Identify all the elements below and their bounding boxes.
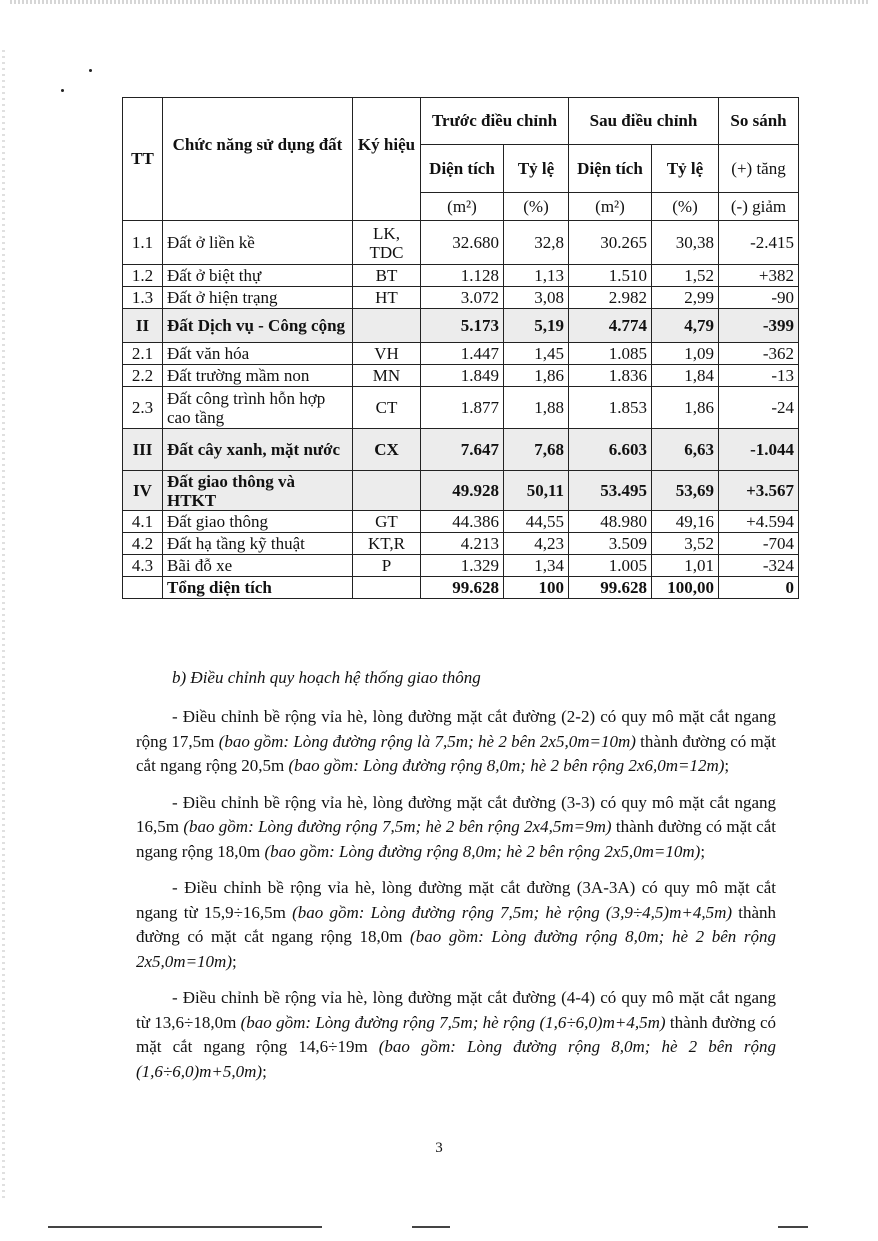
cell-area-before: 99.628 — [421, 577, 504, 599]
header-compare: So sánh — [719, 98, 799, 145]
cell-name: Bãi đỗ xe — [163, 555, 353, 577]
table-row — [123, 221, 799, 265]
scan-edge-left — [2, 50, 5, 1200]
cell-name: Đất hạ tầng kỹ thuật — [163, 533, 353, 555]
scan-speck — [89, 69, 92, 72]
paragraph-text: ; — [262, 1061, 267, 1081]
body-paragraph — [136, 705, 776, 779]
cell-pct-before: 1,34 — [504, 555, 569, 577]
header-area-before: Diện tích — [421, 145, 504, 193]
header-ratio-after: Tỷ lệ — [652, 145, 719, 193]
cell-area-after: 1.005 — [569, 555, 652, 577]
cell-area-after: 53.495 — [569, 471, 652, 511]
cell-pct-before: 1,88 — [504, 387, 569, 429]
footer-rule — [778, 1226, 808, 1228]
italic-detail: (bao gồm: Lòng đường rộng 7,5m; hè rộng (1,6÷6,0)m+4,5m) — [240, 1012, 666, 1032]
cell-diff: -2.415 — [719, 221, 799, 265]
cell-symbol — [353, 309, 421, 343]
italic-detail: (bao gồm: Lòng đường rộng 8,0m; hè 2 bên rộng 2x5,0m=10m) — [136, 927, 776, 971]
scan-speck — [61, 89, 64, 92]
land-use-table — [122, 97, 799, 599]
table-row — [123, 365, 799, 387]
cell-symbol: VH — [353, 343, 421, 365]
cell-tt: 4.3 — [123, 555, 163, 577]
cell-area-before: 32.680 — [421, 221, 504, 265]
cell-area-after: 1.853 — [569, 387, 652, 429]
paragraph-text: ; — [724, 756, 730, 775]
cell-pct-before: 32,8 — [504, 221, 569, 265]
header-after: Sau điều chỉnh — [569, 98, 719, 145]
cell-pct-after: 1,86 — [652, 387, 719, 429]
cell-area-before: 44.386 — [421, 511, 504, 533]
paragraph-text: thành đường có mặt cắt ngang rộng 20,5m — [136, 731, 777, 775]
paragraph-text: thành đường có mặt cắt ngang rộng 18,0m — [136, 902, 776, 946]
footer-rule — [412, 1226, 450, 1228]
footer-rule — [48, 1226, 322, 1228]
cell-pct-before: 3,08 — [504, 287, 569, 309]
cell-symbol: BT — [353, 265, 421, 287]
cell-name: Đất ở liền kề — [163, 221, 353, 265]
cell-pct-after: 1,52 — [652, 265, 719, 287]
cell-tt: IV — [123, 471, 163, 511]
cell-area-after: 48.980 — [569, 511, 652, 533]
cell-pct-after: 53,69 — [652, 471, 719, 511]
cell-pct-after: 1,84 — [652, 365, 719, 387]
cell-name: Đất ở biệt thự — [163, 265, 353, 287]
cell-area-before: 3.072 — [421, 287, 504, 309]
cell-pct-after: 30,38 — [652, 221, 719, 265]
cell-pct-before: 100 — [504, 577, 569, 599]
cell-pct-before: 1,13 — [504, 265, 569, 287]
cell-diff: -324 — [719, 555, 799, 577]
cell-area-after: 6.603 — [569, 429, 652, 471]
italic-detail: (bao gồm: Lòng đường rộng 7,5m; hè 2 bên rộng 2x4,5m=9m) — [183, 817, 612, 836]
header-unit-area-after: (m²) — [569, 193, 652, 221]
cell-pct-after: 6,63 — [652, 429, 719, 471]
cell-area-before: 4.213 — [421, 533, 504, 555]
table-row — [123, 471, 799, 511]
header-unit-pct-after: (%) — [652, 193, 719, 221]
cell-area-before: 49.928 — [421, 471, 504, 511]
cell-name: Tổng diện tích — [163, 577, 353, 599]
paragraph-text: - Điều chỉnh bề rộng vỉa hè, lòng đường mặt cắt đường (3-3) có quy mô mặt cắt ngang 16,5m — [136, 792, 776, 836]
cell-area-before: 1.329 — [421, 555, 504, 577]
cell-tt: 2.1 — [123, 343, 163, 365]
cell-diff: -704 — [719, 533, 799, 555]
paragraph-text: ; — [231, 951, 237, 971]
cell-name: Đất trường mầm non — [163, 365, 353, 387]
cell-pct-after: 49,16 — [652, 511, 719, 533]
italic-detail: (bao gồm: Lòng đường rộng 8,0m; hè 2 bên rộng (1,6÷6,0)m+5,0m) — [136, 1037, 776, 1081]
cell-diff: +3.567 — [719, 471, 799, 511]
table-row — [123, 387, 799, 429]
cell-diff: -399 — [719, 309, 799, 343]
cell-symbol — [353, 471, 421, 511]
cell-area-after: 1.510 — [569, 265, 652, 287]
cell-diff: -13 — [719, 365, 799, 387]
italic-detail: (bao gồm: Lòng đường rộng 7,5m; hè rộng (3,9÷4,5)m+4,5m) — [292, 902, 733, 922]
table-row — [123, 555, 799, 577]
cell-pct-after: 100,00 — [652, 577, 719, 599]
body-paragraph — [136, 876, 776, 974]
cell-diff: -362 — [719, 343, 799, 365]
cell-name: Đất giao thông — [163, 511, 353, 533]
cell-diff: -90 — [719, 287, 799, 309]
cell-area-before: 5.173 — [421, 309, 504, 343]
cell-symbol: MN — [353, 365, 421, 387]
cell-pct-after: 1,09 — [652, 343, 719, 365]
cell-tt: 1.1 — [123, 221, 163, 265]
body-paragraph — [136, 986, 776, 1084]
cell-pct-before: 1,86 — [504, 365, 569, 387]
paragraph-text: - Điều chỉnh bề rộng vỉa hè, lòng đường mặt cắt đường (3A-3A) có quy mô mặt cắt ngang từ 15,9÷16,5m — [136, 878, 776, 922]
table-row — [123, 511, 799, 533]
italic-detail: (bao gồm: Lòng đường rộng 8,0m; hè 2 bên rộng 2x5,0m=10m) — [264, 841, 701, 861]
header-area-after: Diện tích — [569, 145, 652, 193]
paragraph-text: thành đường có mặt cắt ngang rộng 18,0m — [136, 817, 776, 861]
cell-pct-before: 5,19 — [504, 309, 569, 343]
header-tt: TT — [123, 98, 163, 221]
cell-name: Đất cây xanh, mặt nước — [163, 429, 353, 471]
cell-area-before: 7.647 — [421, 429, 504, 471]
paragraph-text: thành đường có mặt cắt ngang rộng 14,6÷19m — [136, 1012, 776, 1056]
scan-edge-top — [10, 0, 868, 4]
cell-pct-after: 4,79 — [652, 309, 719, 343]
cell-diff: +4.594 — [719, 511, 799, 533]
header-unit-pct-before: (%) — [504, 193, 569, 221]
cell-name: Đất công trình hỗn hợp cao tầng — [163, 387, 353, 429]
cell-symbol: HT — [353, 287, 421, 309]
italic-detail: (bao gồm: Lòng đường rộng 8,0m; hè 2 bên rộng 2x6,0m=12m) — [288, 756, 725, 775]
header-decrease: (-) giảm — [719, 193, 799, 221]
cell-area-after: 1.085 — [569, 343, 652, 365]
cell-tt: 2.3 — [123, 387, 163, 429]
cell-tt: 2.2 — [123, 365, 163, 387]
body-paragraph — [136, 791, 776, 865]
cell-diff: -24 — [719, 387, 799, 429]
table-row — [123, 287, 799, 309]
cell-pct-before: 44,55 — [504, 511, 569, 533]
table-row — [123, 265, 799, 287]
cell-area-after: 99.628 — [569, 577, 652, 599]
page-number: 3 — [435, 1140, 443, 1156]
cell-symbol: LK, TDC — [353, 221, 421, 265]
table-row — [123, 309, 799, 343]
table-row — [123, 429, 799, 471]
header-symbol: Ký hiệu — [353, 98, 421, 221]
cell-area-after: 30.265 — [569, 221, 652, 265]
cell-pct-before: 7,68 — [504, 429, 569, 471]
cell-area-after: 3.509 — [569, 533, 652, 555]
header-before: Trước điều chỉnh — [421, 98, 569, 145]
cell-area-before: 1.849 — [421, 365, 504, 387]
section-body — [136, 705, 776, 1084]
cell-tt: 4.2 — [123, 533, 163, 555]
table-row — [123, 533, 799, 555]
cell-pct-after: 2,99 — [652, 287, 719, 309]
cell-symbol: CT — [353, 387, 421, 429]
italic-detail: (bao gồm: Lòng đường rộng là 7,5m; hè 2 bên 2x5,0m=10m) — [218, 731, 636, 751]
cell-pct-before: 4,23 — [504, 533, 569, 555]
cell-pct-before: 50,11 — [504, 471, 569, 511]
cell-tt: 1.3 — [123, 287, 163, 309]
table-row — [123, 577, 799, 599]
cell-tt — [123, 577, 163, 599]
cell-symbol — [353, 577, 421, 599]
cell-symbol: P — [353, 555, 421, 577]
paragraph-text: - Điều chỉnh bề rộng vỉa hè, lòng đường mặt cắt đường (2-2) có quy mô mặt cắt ngang rộng 17,5m — [136, 707, 776, 751]
cell-area-before: 1.128 — [421, 265, 504, 287]
cell-diff: 0 — [719, 577, 799, 599]
cell-name: Đất giao thông và HTKT — [163, 471, 353, 511]
header-unit-area-before: (m²) — [421, 193, 504, 221]
cell-tt: II — [123, 309, 163, 343]
cell-name: Đất Dịch vụ - Công cộng — [163, 309, 353, 343]
cell-diff: +382 — [719, 265, 799, 287]
cell-pct-before: 1,45 — [504, 343, 569, 365]
cell-pct-after: 3,52 — [652, 533, 719, 555]
cell-tt: III — [123, 429, 163, 471]
cell-name: Đất ở hiện trạng — [163, 287, 353, 309]
paragraph-text: ; — [700, 841, 706, 861]
cell-name: Đất văn hóa — [163, 343, 353, 365]
cell-area-after: 1.836 — [569, 365, 652, 387]
cell-tt: 1.2 — [123, 265, 163, 287]
cell-area-after: 4.774 — [569, 309, 652, 343]
cell-symbol: KT,R — [353, 533, 421, 555]
header-function: Chức năng sử dụng đất — [163, 98, 353, 221]
paragraph-text: - Điều chỉnh bề rộng vỉa hè, lòng đường mặt cắt đường (4-4) có quy mô mặt cắt ngang từ 13,6÷18,0m — [136, 988, 776, 1032]
table-row — [123, 343, 799, 365]
cell-area-before: 1.877 — [421, 387, 504, 429]
cell-pct-after: 1,01 — [652, 555, 719, 577]
cell-symbol: CX — [353, 429, 421, 471]
cell-symbol: GT — [353, 511, 421, 533]
cell-area-after: 2.982 — [569, 287, 652, 309]
cell-diff: -1.044 — [719, 429, 799, 471]
header-increase: (+) tăng — [719, 145, 799, 193]
cell-area-before: 1.447 — [421, 343, 504, 365]
section-heading: b) Điều chỉnh quy hoạch hệ thống giao thông — [172, 668, 481, 687]
header-ratio-before: Tỷ lệ — [504, 145, 569, 193]
cell-tt: 4.1 — [123, 511, 163, 533]
